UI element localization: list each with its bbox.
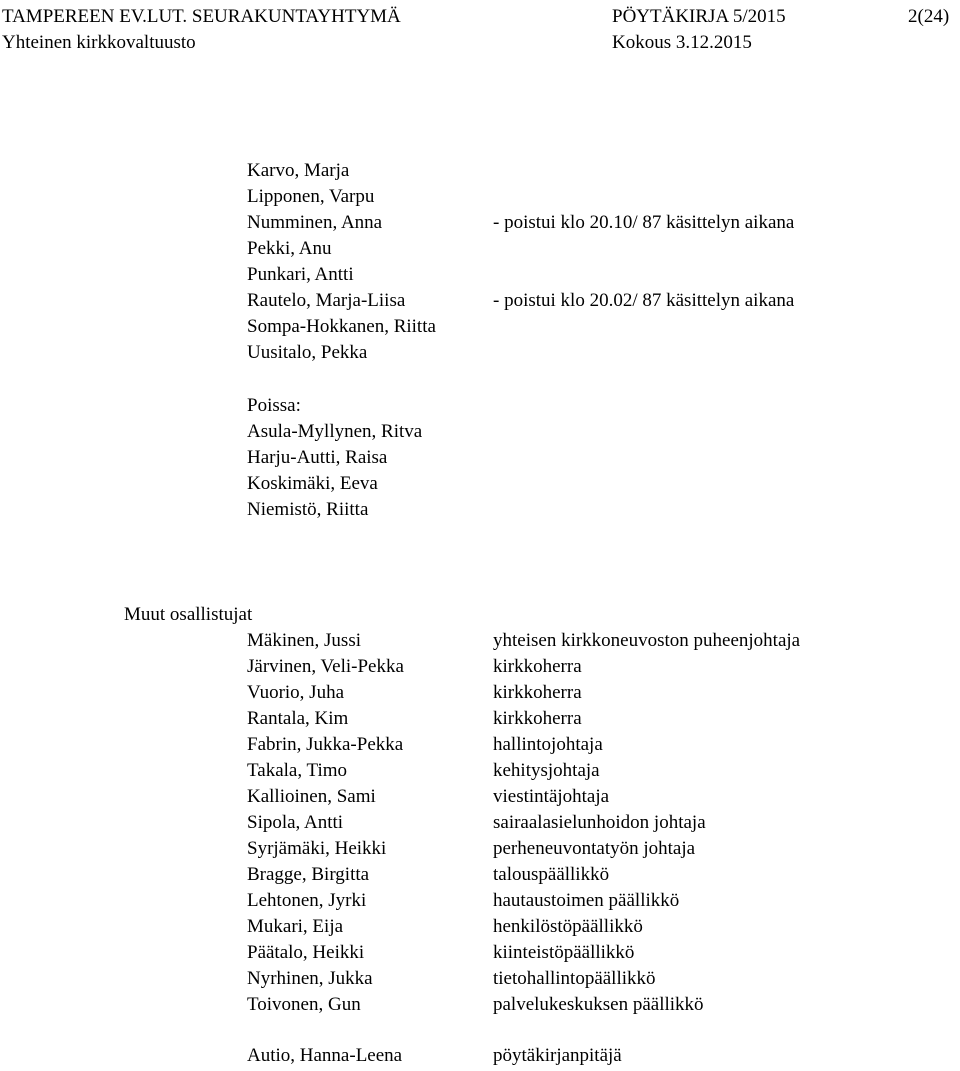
organization-name: TAMPEREEN EV.LUT. SEURAKUNTAYHTYMÄ [2, 6, 401, 27]
participant-role: tietohallintopäällikkö [493, 968, 656, 989]
participant-role: yhteisen kirkkoneuvoston puheenjohtaja [493, 630, 801, 651]
governing-body: Yhteinen kirkkovaltuusto [2, 32, 196, 53]
participant-name: Järvinen, Veli-Pekka [247, 656, 404, 677]
participant-name: Syrjämäki, Heikki [247, 838, 387, 859]
participant-role: henkilöstöpäällikkö [493, 916, 643, 937]
meeting-date: Kokous 3.12.2015 [612, 32, 752, 53]
absent-label: Poissa: [247, 395, 301, 416]
participant-role: kirkkoherra [493, 708, 582, 729]
participant-role: kehitysjohtaja [493, 760, 600, 781]
participant-role: talouspäällikkö [493, 864, 610, 885]
participant-name: Sipola, Antti [247, 812, 344, 833]
participant-name: Mukari, Eija [247, 916, 344, 937]
participant-name: Mäkinen, Jussi [247, 630, 361, 651]
secretary-name: Autio, Hanna-Leena [247, 1045, 403, 1066]
participant-role: sairaalasielunhoidon johtaja [493, 812, 706, 833]
member-name: Karvo, Marja [247, 160, 350, 181]
participant-role: perheneuvontatyön johtaja [493, 838, 696, 859]
participant-name: Toivonen, Gun [247, 994, 361, 1015]
participant-role: palvelukeskuksen päällikkö [493, 994, 704, 1015]
participant-name: Lehtonen, Jyrki [247, 890, 367, 911]
member-name: Pekki, Anu [247, 238, 332, 259]
absent-name: Koskimäki, Eeva [247, 473, 378, 494]
participant-name: Kallioinen, Sami [247, 786, 376, 807]
member-name: Numminen, Anna [247, 212, 383, 233]
other-participants-label: Muut osallistujat [124, 604, 253, 625]
participant-name: Vuorio, Juha [247, 682, 345, 703]
page-header [0, 6, 960, 58]
participant-role: kirkkoherra [493, 656, 582, 677]
participant-role: kiinteistöpäällikkö [493, 942, 635, 963]
participant-role: hautaustoimen päällikkö [493, 890, 680, 911]
participant-name: Päätalo, Heikki [247, 942, 365, 963]
page-number: 2(24) [908, 6, 950, 27]
member-name: Punkari, Antti [247, 264, 354, 285]
member-name: Uusitalo, Pekka [247, 342, 368, 363]
member-name: Lipponen, Varpu [247, 186, 375, 207]
participant-name: Nyrhinen, Jukka [247, 968, 373, 989]
participant-role: hallintojohtaja [493, 734, 603, 755]
member-note: - poistui klo 20.02/ 87 käsittelyn aikana [493, 290, 795, 311]
absent-name: Asula-Myllynen, Ritva [247, 421, 423, 442]
participant-name: Fabrin, Jukka-Pekka [247, 734, 404, 755]
participant-name: Rantala, Kim [247, 708, 349, 729]
participant-role: viestintäjohtaja [493, 786, 610, 807]
member-name: Sompa-Hokkanen, Riitta [247, 316, 436, 337]
participant-role: kirkkoherra [493, 682, 582, 703]
participant-name: Takala, Timo [247, 760, 348, 781]
member-name: Rautelo, Marja-Liisa [247, 290, 406, 311]
absent-name: Niemistö, Riitta [247, 499, 369, 520]
secretary-role: pöytäkirjanpitäjä [493, 1045, 622, 1066]
absent-name: Harju-Autti, Raisa [247, 447, 388, 468]
member-note: - poistui klo 20.10/ 87 käsittelyn aikana [493, 212, 795, 233]
participant-name: Bragge, Birgitta [247, 864, 370, 885]
document-title: PÖYTÄKIRJA 5/2015 [612, 6, 786, 27]
